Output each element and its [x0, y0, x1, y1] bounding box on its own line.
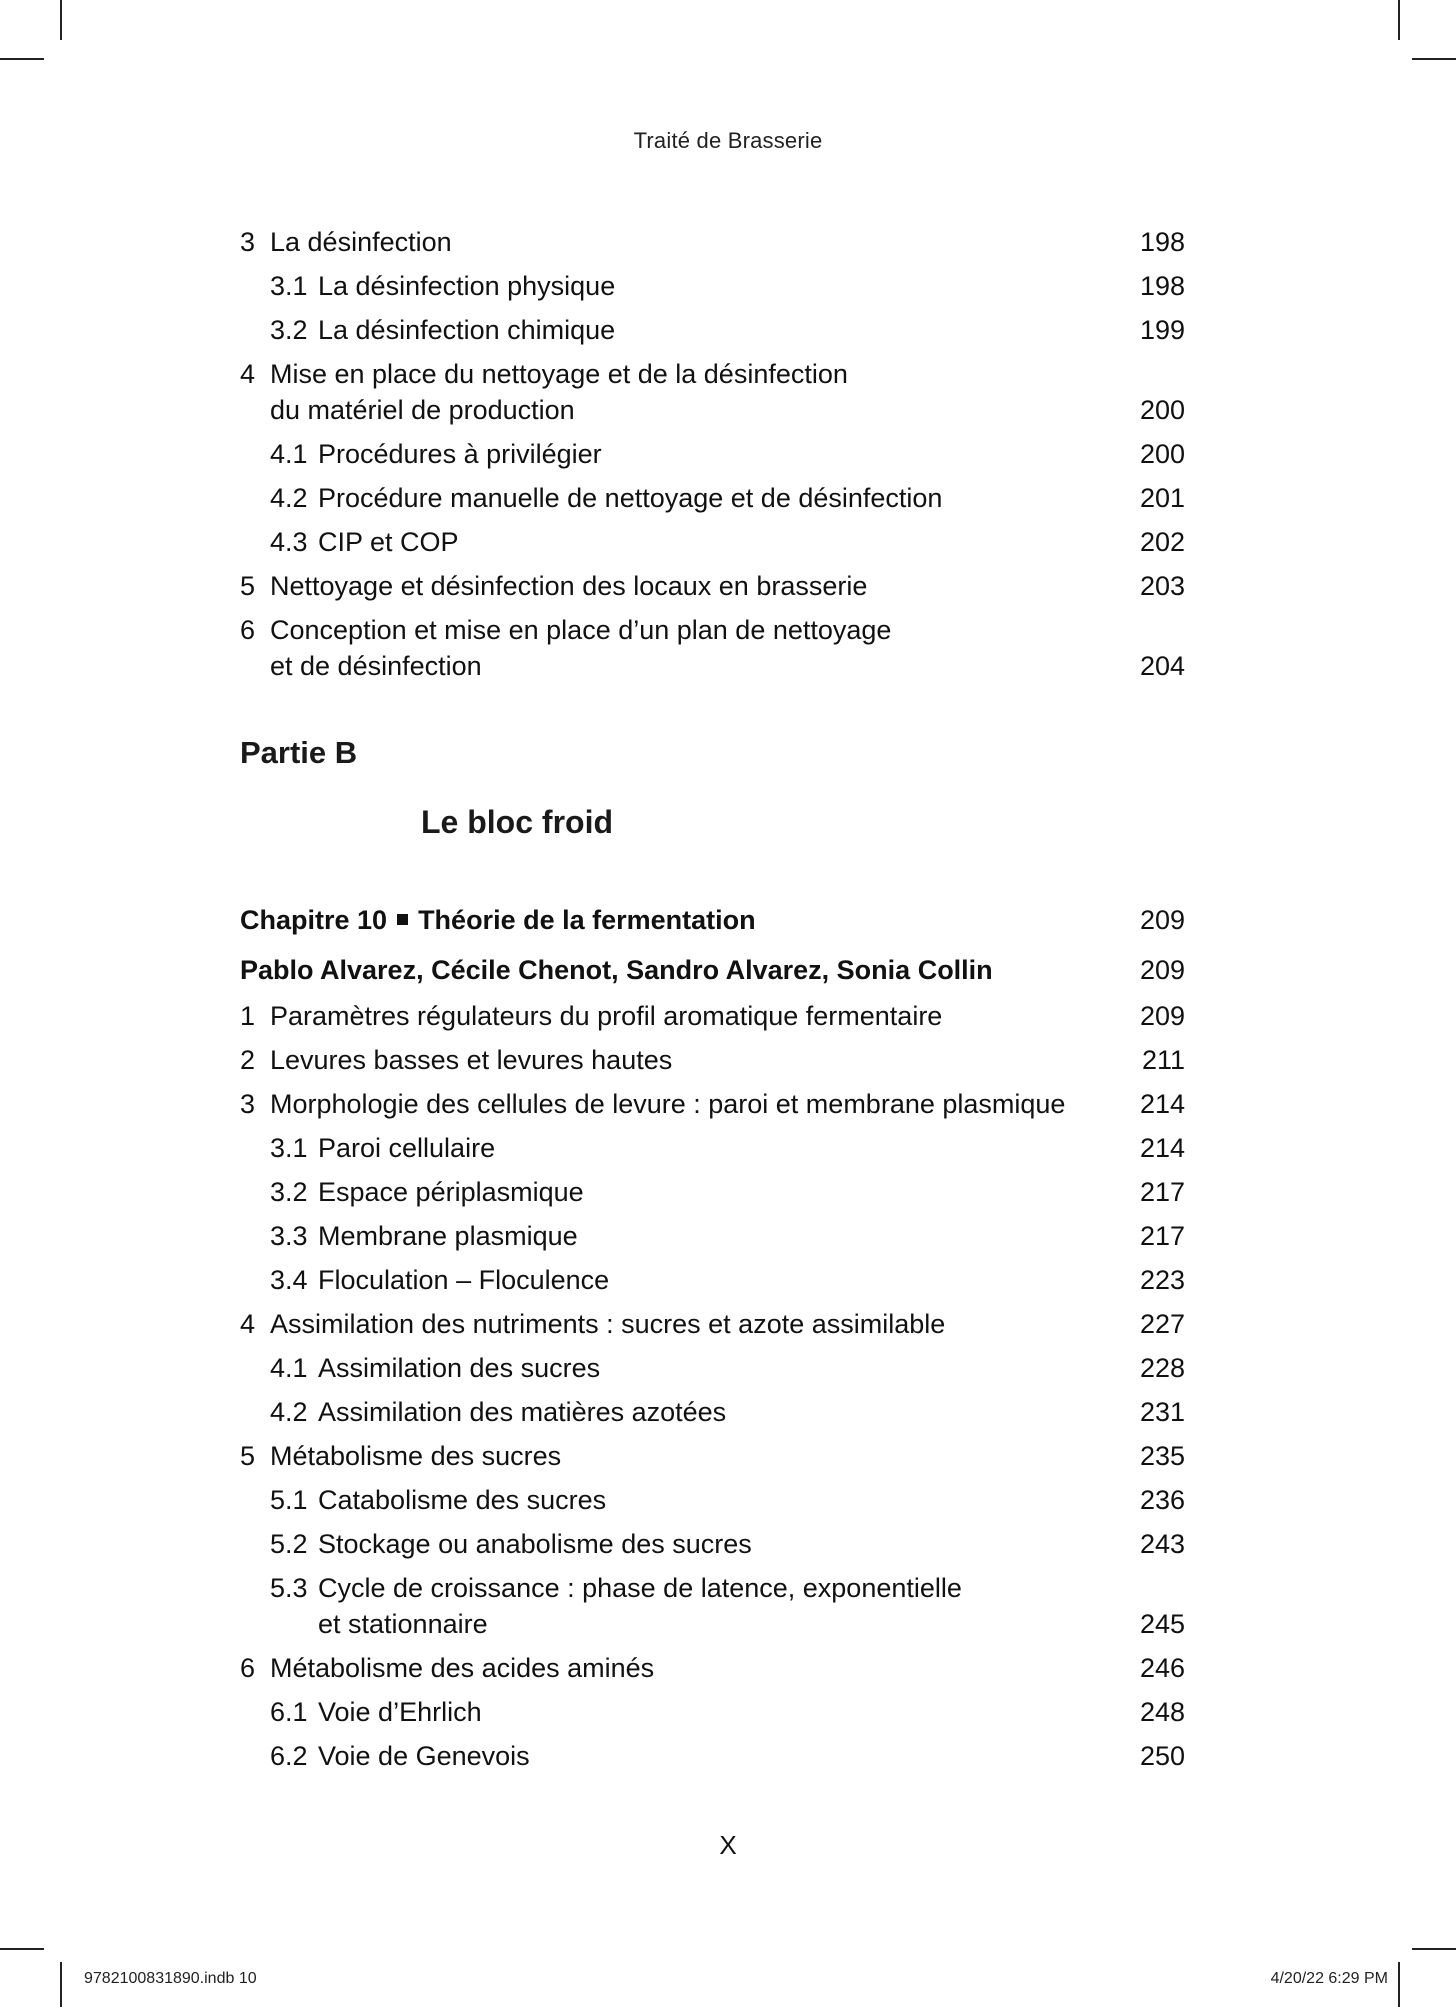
chapter-label: Chapitre 10 [240, 905, 388, 935]
toc-entry-number: 3.3 [270, 1221, 308, 1251]
chapter-row [240, 902, 1185, 938]
toc-entry-page: 243 [1139, 1529, 1185, 1559]
toc-entry [240, 1174, 1185, 1210]
toc-entry-label: Assimilation des nutriments : sucres et azote assimilable [270, 1309, 946, 1339]
toc-entry-number: 3.1 [270, 271, 308, 301]
toc-entry-page: 245 [1139, 1609, 1185, 1639]
toc-entry [240, 998, 1185, 1034]
toc-entry-label-continued: du matériel de production [270, 395, 575, 425]
toc-entry-number: 1 [240, 1001, 256, 1031]
toc-entry [240, 312, 1185, 348]
toc-entry-page: 248 [1139, 1697, 1185, 1727]
authors-label: Pablo Alvarez, Cécile Chenot, Sandro Alvarez, Sonia Collin [240, 955, 993, 985]
toc-entry [240, 524, 1185, 560]
toc-entry-number: 3.2 [270, 1177, 308, 1207]
toc-entry-text [270, 268, 1095, 304]
toc-entry-number: 3.4 [270, 1265, 308, 1295]
toc-entry-label: Conception et mise en place d’un plan de nettoyage [270, 615, 892, 645]
toc-entry-page: 198 [1139, 227, 1185, 257]
toc-entry [240, 1306, 1185, 1342]
toc-entry-number: 2 [240, 1045, 256, 1075]
toc-entry [240, 1650, 1185, 1686]
slug-date: 4/20/22 6:29 PM [1270, 1970, 1388, 1987]
toc-entry-text [240, 1650, 1095, 1686]
toc-entry [240, 1438, 1185, 1474]
crop-mark [0, 1948, 44, 1950]
toc-entry [240, 568, 1185, 604]
toc-entry-text [240, 1086, 1095, 1122]
toc-entry-text [270, 436, 1095, 472]
part-title: Le bloc froid [421, 804, 613, 840]
toc-entry-label: Paroi cellulaire [318, 1133, 496, 1163]
toc-entry-label: Procédure manuelle de nettoyage et de désinfection [318, 483, 943, 513]
toc-entry-text [270, 1694, 1095, 1730]
toc-entry [240, 480, 1185, 516]
toc-entry-text [240, 568, 1095, 604]
toc-entry-text [270, 1174, 1095, 1210]
square-bullet-icon [397, 914, 408, 925]
toc-entry-text [270, 480, 1095, 516]
authors-row [240, 952, 1185, 988]
toc-entry-page: 200 [1139, 439, 1185, 469]
authors-page: 209 [1139, 955, 1185, 985]
toc-entry [240, 1482, 1185, 1518]
chapter-page: 209 [1139, 905, 1185, 935]
toc-section-1 [240, 224, 1185, 692]
toc-entry [240, 1262, 1185, 1298]
toc-entry [240, 1738, 1185, 1774]
crop-mark [60, 0, 62, 40]
toc-entry-page: 214 [1139, 1133, 1185, 1163]
toc-entry-label: Nettoyage et désinfection des locaux en brasserie [270, 571, 868, 601]
toc-entry-page: 235 [1139, 1441, 1185, 1471]
toc-entry-page: 246 [1139, 1653, 1185, 1683]
toc-entry-number: 4.2 [270, 483, 308, 513]
running-head: Traité de Brasserie [633, 128, 823, 153]
toc-entry-number: 5 [240, 1441, 256, 1471]
toc-entry-number: 4 [240, 1309, 256, 1339]
toc-entry-label: Mise en place du nettoyage et de la désinfection [270, 359, 848, 389]
toc-entry-number: 3.2 [270, 315, 308, 345]
toc-entry-label: Procédures à privilégier [318, 439, 602, 469]
slug-file: 9782100831890.indb 10 [84, 1970, 257, 1987]
toc-entry-text [240, 998, 1095, 1034]
toc-entry [240, 1694, 1185, 1730]
toc-entry-label: Membrane plasmique [318, 1221, 578, 1251]
toc-entry-page: 250 [1139, 1741, 1185, 1771]
toc-entry [240, 1570, 1185, 1642]
toc-entry-label: La désinfection chimique [318, 315, 616, 345]
toc-entry-page: 217 [1139, 1221, 1185, 1251]
toc-entry-label: Paramètres régulateurs du profil aromatique fermentaire [270, 1001, 943, 1031]
toc-entry-text [270, 1350, 1095, 1386]
toc-entry-page: 236 [1139, 1485, 1185, 1515]
toc-entry-number: 4.3 [270, 527, 308, 557]
toc-entry-text [270, 1262, 1095, 1298]
toc-entry [240, 1042, 1185, 1078]
toc-entry-label-continued: et stationnaire [318, 1609, 488, 1639]
toc-entry-page: 223 [1139, 1265, 1185, 1295]
toc-entry-text [270, 1394, 1095, 1430]
crop-mark [1412, 1948, 1456, 1950]
toc-entry-text [270, 1738, 1095, 1774]
toc-entry-label: Morphologie des cellules de levure : paroi et membrane plasmique [270, 1089, 1066, 1119]
toc-entry [240, 1394, 1185, 1430]
toc-entry-text [240, 1306, 1095, 1342]
toc-entry-number: 5 [240, 571, 256, 601]
toc-entry-number: 3 [240, 1089, 256, 1119]
toc-entry [240, 1526, 1185, 1562]
toc-entry-label: Assimilation des matières azotées [318, 1397, 727, 1427]
toc-entry [240, 1086, 1185, 1122]
toc-entry-text [270, 1526, 1095, 1562]
toc-entry-number: 5.1 [270, 1485, 308, 1515]
toc-entry-page: 228 [1139, 1353, 1185, 1383]
folio: X [719, 1830, 737, 1860]
toc-section-2-header [240, 902, 1185, 988]
toc-entry-text [240, 1042, 1095, 1078]
toc-entry [240, 1130, 1185, 1166]
toc-entry-label: Voie d’Ehrlich [318, 1697, 482, 1727]
toc-entry [240, 268, 1185, 304]
toc-entry-number: 6 [240, 615, 256, 645]
toc-entry [240, 356, 1185, 428]
toc-entry [240, 612, 1185, 684]
toc-entry [240, 436, 1185, 472]
toc-entry-page: 199 [1139, 315, 1185, 345]
toc-entry-label: Catabolisme des sucres [318, 1485, 607, 1515]
toc-entry-label-continued: et de désinfection [270, 651, 482, 681]
toc-entry-label: Espace périplasmique [318, 1177, 584, 1207]
toc-entry-label: Stockage ou anabolisme des sucres [318, 1529, 752, 1559]
toc-entry [240, 1218, 1185, 1254]
toc-entry-text [270, 1218, 1095, 1254]
toc-entry-page: 200 [1139, 395, 1185, 425]
part-label: Partie B [240, 735, 358, 770]
crop-mark [60, 1962, 62, 2007]
toc-entry-text [270, 524, 1095, 560]
toc-entry-page: 231 [1139, 1397, 1185, 1427]
toc-entry-page: 214 [1139, 1089, 1185, 1119]
toc-entry-text [270, 1130, 1095, 1166]
toc-entry-number: 5.3 [270, 1573, 308, 1603]
crop-mark [1412, 58, 1456, 60]
toc-entry-page: 204 [1139, 651, 1185, 681]
toc-entry-label: CIP et COP [318, 527, 459, 557]
toc-entry-text [270, 1482, 1095, 1518]
toc-entry-page: 217 [1139, 1177, 1185, 1207]
toc-entry-label: Voie de Genevois [318, 1741, 530, 1771]
toc-entry-text [240, 356, 1095, 428]
toc-entry-number: 3.1 [270, 1133, 308, 1163]
toc-entry-number: 5.2 [270, 1529, 308, 1559]
toc-entry-page: 198 [1139, 271, 1185, 301]
toc-entry-label: La désinfection physique [318, 271, 616, 301]
toc-entry-label: Floculation – Floculence [318, 1265, 610, 1295]
crop-mark [0, 58, 44, 60]
toc-entry-page: 203 [1139, 571, 1185, 601]
toc-entry-page: 211 [1141, 1045, 1185, 1075]
toc-entry-text [270, 312, 1095, 348]
crop-mark [1398, 1962, 1400, 2007]
toc-entry-page: 201 [1139, 483, 1185, 513]
toc-entry-label: Levures basses et levures hautes [270, 1045, 673, 1075]
toc-section-2 [240, 998, 1185, 1782]
crop-mark [1398, 0, 1400, 40]
toc-entry-label: Métabolisme des acides aminés [270, 1653, 655, 1683]
toc-entry-page: 227 [1139, 1309, 1185, 1339]
toc-entry-number: 4.1 [270, 439, 308, 469]
toc-entry-label: Assimilation des sucres [318, 1353, 601, 1383]
toc-entry-number: 6.2 [270, 1741, 308, 1771]
toc-entry [240, 1350, 1185, 1386]
toc-entry-number: 6 [240, 1653, 256, 1683]
toc-entry [240, 224, 1185, 260]
toc-entry-text [240, 1438, 1095, 1474]
toc-entry-text [240, 224, 1095, 260]
toc-entry-number: 4 [240, 359, 256, 389]
toc-entry-number: 4.2 [270, 1397, 308, 1427]
toc-entry-number: 6.1 [270, 1697, 308, 1727]
toc-entry-number: 3 [240, 227, 256, 257]
toc-entry-number: 4.1 [270, 1353, 308, 1383]
chapter-title: Théorie de la fermentation [418, 905, 756, 935]
toc-entry-label: Métabolisme des sucres [270, 1441, 562, 1471]
toc-entry-page: 202 [1139, 527, 1185, 557]
toc-entry-text [240, 612, 1095, 684]
toc-entry-label: Cycle de croissance : phase de latence, exponentielle [318, 1573, 962, 1603]
toc-entry-text [270, 1570, 1095, 1642]
toc-entry-label: La désinfection [270, 227, 452, 257]
toc-entry-page: 209 [1139, 1001, 1185, 1031]
